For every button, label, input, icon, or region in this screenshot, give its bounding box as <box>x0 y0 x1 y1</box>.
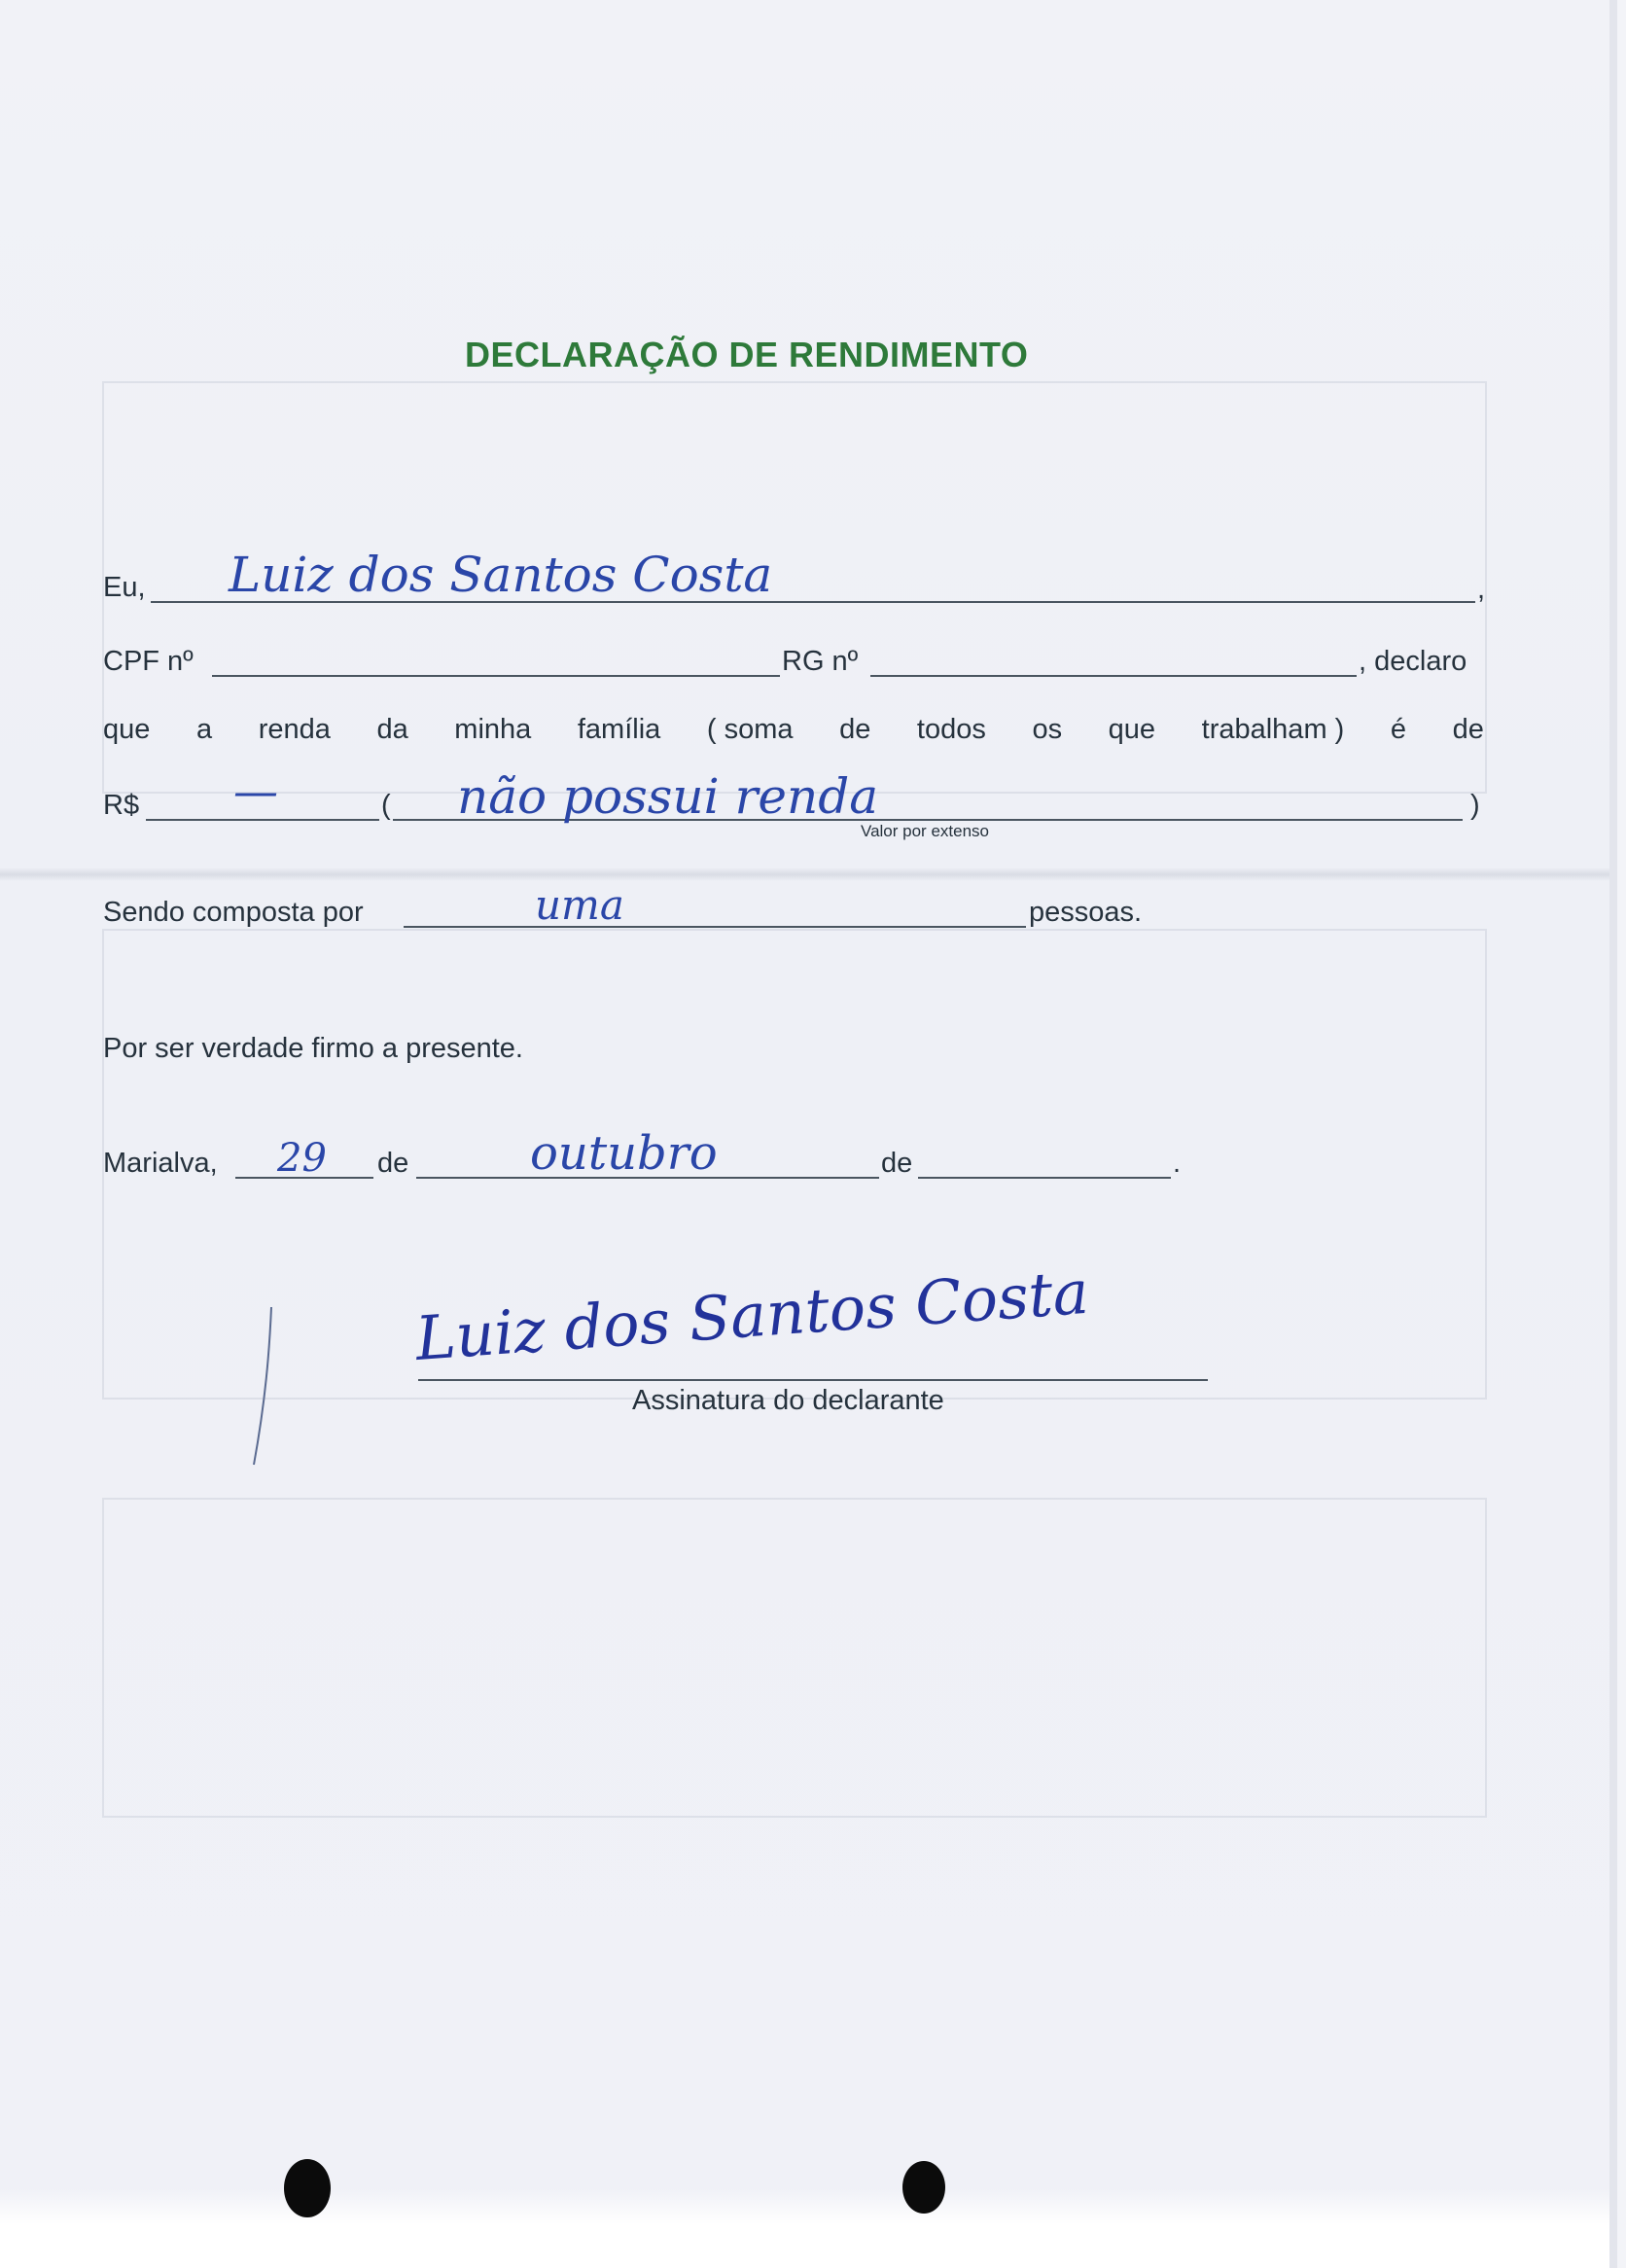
year-line <box>918 1177 1171 1179</box>
signature-line <box>418 1379 1208 1381</box>
renda-word: renda <box>258 714 331 745</box>
renda-word: que <box>1108 714 1156 745</box>
pen-stroke-mark <box>248 1303 306 1469</box>
cpf-line <box>212 675 780 677</box>
handwritten-month: outubro <box>530 1126 718 1181</box>
rs-label: R$ <box>103 790 140 821</box>
handwritten-income: não possui renda <box>457 768 879 825</box>
paren-open: ( <box>381 790 391 821</box>
de-label-1: de <box>377 1148 409 1179</box>
renda-word: todos <box>916 714 986 745</box>
eu-end-comma: , <box>1477 574 1486 605</box>
renda-word: ( soma <box>706 714 794 745</box>
de-label-2: de <box>881 1148 913 1179</box>
renda-word: família <box>577 714 661 745</box>
renda-word: de <box>1452 714 1484 745</box>
renda-word: os <box>1032 714 1063 745</box>
punch-hole-right <box>902 2161 945 2214</box>
rg-line <box>870 675 1357 677</box>
cpf-label: CPF nº <box>103 646 194 677</box>
rg-label: RG nº <box>782 646 859 677</box>
composta-label: Sendo composta por <box>103 897 364 928</box>
renda-word: trabalham ) <box>1201 714 1345 745</box>
torn-bottom-edge <box>0 2188 1609 2268</box>
eu-label: Eu, <box>103 572 146 603</box>
renda-word: da <box>376 714 408 745</box>
composta-line <box>404 926 1026 928</box>
renda-sentence <box>103 714 1484 746</box>
verdade-text: Por ser verdade firmo a presente. <box>103 1033 523 1064</box>
handwritten-day: 29 <box>277 1136 327 1181</box>
renda-word: de <box>839 714 871 745</box>
bleed-through-box-bottom <box>102 1498 1487 1818</box>
renda-word: é <box>1390 714 1407 745</box>
date-period: . <box>1173 1148 1182 1179</box>
rs-value: — <box>233 764 278 817</box>
handwritten-signature: Luiz dos Santos Costa <box>412 1256 1091 1374</box>
declaro-label: , declaro <box>1359 646 1467 677</box>
paper-fold <box>0 868 1609 881</box>
pessoas-label: pessoas. <box>1029 897 1143 928</box>
signature-label: Assinatura do declarante <box>632 1385 944 1416</box>
punch-hole-left <box>284 2159 331 2217</box>
document-title: DECLARAÇÃO DE RENDIMENTO <box>465 335 1029 374</box>
rs-line <box>146 819 379 821</box>
handwritten-members: uma <box>535 881 624 929</box>
paren-close: ) <box>1470 790 1480 821</box>
city-label: Marialva, <box>103 1148 218 1179</box>
renda-word: minha <box>454 714 532 745</box>
extenso-hint: Valor por extenso <box>861 822 989 840</box>
handwritten-name: Luiz dos Santos Costa <box>229 547 773 603</box>
renda-word: que <box>103 714 151 745</box>
renda-word: a <box>195 714 213 745</box>
